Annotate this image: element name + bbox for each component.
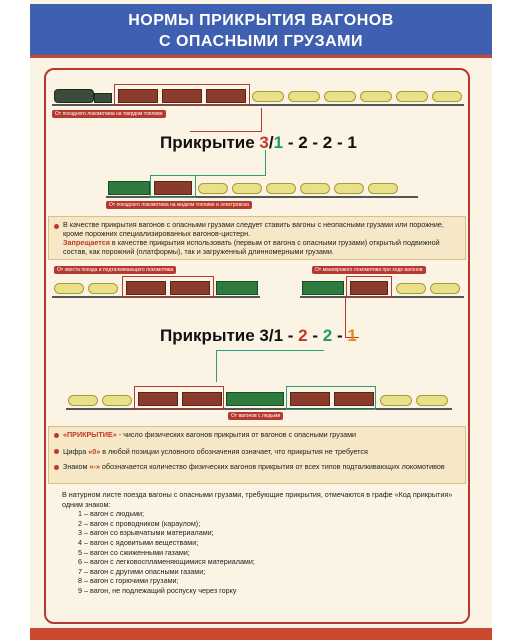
term-cover: «ПРИКРЫТИЕ» bbox=[63, 430, 117, 439]
formula-digit: 3 bbox=[259, 133, 269, 152]
formula-prefix: Прикрытие bbox=[160, 133, 260, 152]
poster-header bbox=[30, 4, 492, 58]
notes-item: 2 – вагон с проводником (караулом); bbox=[78, 518, 201, 528]
tank-wagon-icon bbox=[88, 283, 118, 294]
diesel-locomotive-icon bbox=[108, 181, 150, 195]
tank-wagon-icon bbox=[368, 183, 398, 194]
definition-cover bbox=[63, 430, 459, 440]
definition-text: обозначается количество физических вагонов прикрытия от всех типов подталкивающих локомотивов bbox=[99, 462, 445, 471]
tank-wagon-icon bbox=[360, 91, 392, 102]
steam-locomotive-icon bbox=[54, 89, 94, 103]
box-wagon-icon bbox=[138, 392, 178, 406]
connector-red bbox=[190, 108, 262, 132]
notes-item: 7 – вагон с другими опасными газами; bbox=[78, 566, 206, 576]
tank-wagon-icon bbox=[396, 283, 426, 294]
formula-digit: 2 bbox=[298, 326, 308, 345]
bullet-icon bbox=[54, 449, 59, 454]
train-4-caption: От маневрового локомотива при ходе вагонов bbox=[312, 266, 426, 274]
notes-item: 3 – вагон со взрывчатыми материалами; bbox=[78, 528, 214, 538]
bullet-icon bbox=[54, 433, 59, 438]
train-5-caption: От вагонов с людьми bbox=[228, 412, 283, 420]
rail bbox=[66, 408, 452, 410]
passenger-car-icon bbox=[226, 392, 284, 406]
info-paragraph-2: в качестве прикрытия использовать (первым от вагона с опасными грузами) открытый подвижной состав, как порожний (платформы), так и загруженный длинномерными грузами. bbox=[63, 238, 440, 256]
definition-dash bbox=[63, 462, 459, 472]
shunting-locomotive-icon bbox=[302, 281, 344, 295]
bullet-icon bbox=[54, 224, 59, 229]
tank-wagon-icon bbox=[380, 395, 412, 406]
formula-digit: 1 bbox=[347, 326, 357, 345]
definition-text: Знаком bbox=[63, 462, 90, 471]
tank-wagon-icon bbox=[266, 183, 296, 194]
title-line-2: С ОПАСНЫМИ ГРУЗАМИ bbox=[158, 33, 364, 50]
tank-wagon-icon bbox=[68, 395, 98, 406]
forbidden-label: Запрещается bbox=[63, 238, 110, 247]
notes-item: 4 – вагон с ядовитыми веществами; bbox=[78, 537, 199, 547]
box-wagon-icon bbox=[206, 89, 246, 103]
formula-separator: - bbox=[332, 326, 348, 345]
cover-formula-2 bbox=[160, 326, 357, 346]
formula-digit: 2 bbox=[322, 326, 333, 345]
code-notes bbox=[62, 490, 462, 596]
info-box-definitions bbox=[48, 426, 466, 484]
tender-icon bbox=[94, 93, 112, 103]
tank-wagon-icon bbox=[430, 283, 460, 294]
bullet-icon bbox=[54, 465, 59, 470]
definition-zero bbox=[63, 447, 459, 457]
tank-wagon-icon bbox=[300, 183, 330, 194]
tank-wagon-icon bbox=[432, 91, 462, 102]
notes-intro: В натурном листе поезда вагоны с опасными грузами, требующие прикрытия, отмечаются в графе «Код прикрытия» одним знаком: bbox=[62, 490, 453, 509]
definition-text: - число физических вагонов прикрытия от вагонов с опасными грузами bbox=[116, 430, 357, 439]
tank-wagon-icon bbox=[102, 395, 132, 406]
term-zero: «0» bbox=[88, 446, 101, 456]
connector-green bbox=[216, 350, 324, 382]
connector-green bbox=[196, 150, 266, 176]
pusher-locomotive-icon bbox=[216, 281, 258, 295]
tank-wagon-icon bbox=[54, 283, 84, 294]
tank-wagon-icon bbox=[334, 183, 364, 194]
notes-item: 5 – вагон со сжиженными газами; bbox=[78, 547, 190, 557]
title-line-1: НОРМЫ ПРИКРЫТИЯ ВАГОНОВ bbox=[128, 12, 394, 29]
box-wagon-icon bbox=[162, 89, 202, 103]
box-wagon-icon bbox=[290, 392, 330, 406]
notes-item: 6 – вагон с легковоспламеняющимися материалами; bbox=[78, 557, 255, 567]
notes-item: 9 – вагон, не подлежащий роспуску через горку bbox=[78, 585, 237, 595]
footer-bar bbox=[30, 628, 492, 640]
formula-rest: - 2 - 2 - 1 bbox=[283, 133, 357, 152]
box-wagon-icon bbox=[182, 392, 222, 406]
box-wagon-icon bbox=[154, 181, 192, 195]
notes-item: 1 – вагон с людьми; bbox=[78, 509, 145, 519]
tank-wagon-icon bbox=[396, 91, 428, 102]
tank-wagon-icon bbox=[198, 183, 228, 194]
definition-text: Цифра bbox=[63, 446, 89, 456]
box-wagon-icon bbox=[170, 281, 210, 295]
info-box-cover-rules bbox=[48, 216, 466, 260]
formula-digit: 1 bbox=[273, 133, 284, 152]
left-margin bbox=[0, 0, 30, 640]
info-paragraph-1: В качестве прикрытия вагонов с опасными грузами следует ставить вагоны с неопасными грузами или порожние, кроме порожних специализированных вагонов-цистерн. bbox=[63, 220, 444, 238]
formula-slash: / bbox=[268, 133, 274, 152]
notes-item: 8 – вагон с горючими грузами; bbox=[78, 576, 179, 586]
train-3-caption: От хвоста поезда и подталкивающего локомотива bbox=[54, 266, 176, 274]
box-wagon-icon bbox=[118, 89, 158, 103]
tank-wagon-icon bbox=[232, 183, 262, 194]
formula-separator: - bbox=[307, 326, 323, 345]
train-2-caption: От поездного локомотива на жидком топливе и электровоза bbox=[106, 201, 252, 209]
term-dash: «-» bbox=[89, 462, 100, 471]
definition-text: в любой позиции условного обозначения означает, что прикрытия не требуется bbox=[100, 446, 368, 456]
formula-prefix: Прикрытие 3/1 - bbox=[160, 326, 299, 345]
train-1-caption: От поездного локомотива на твердом топливе bbox=[52, 110, 166, 118]
tank-wagon-icon bbox=[252, 91, 284, 102]
tank-wagon-icon bbox=[324, 91, 356, 102]
box-wagon-icon bbox=[334, 392, 374, 406]
tank-wagon-icon bbox=[288, 91, 320, 102]
tank-wagon-icon bbox=[416, 395, 448, 406]
box-wagon-icon bbox=[126, 281, 166, 295]
box-wagon-icon bbox=[350, 281, 388, 295]
